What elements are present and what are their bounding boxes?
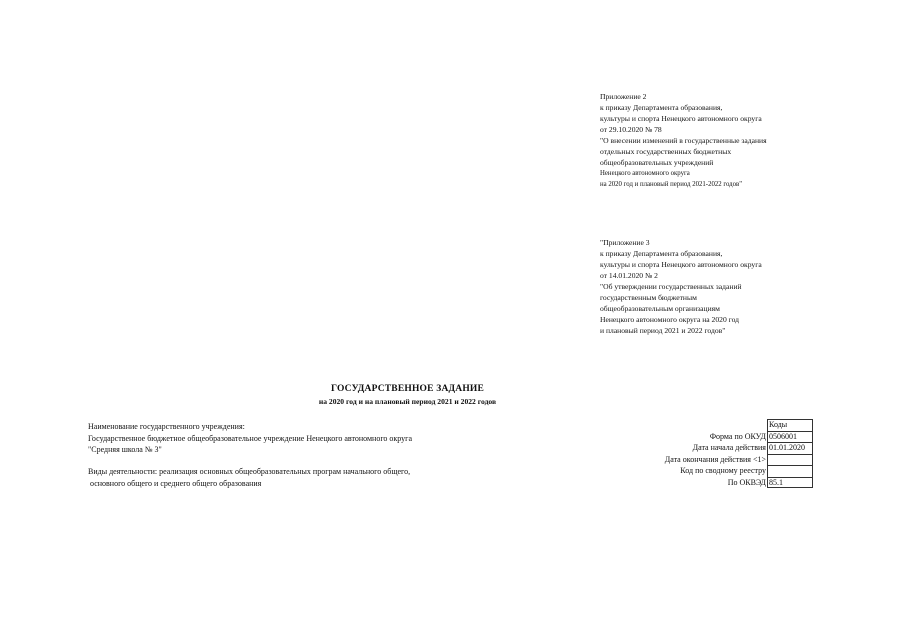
annex-2-line: общеобразовательных учреждений	[600, 158, 714, 167]
annex-2-line: Ненецкого автономного округа	[600, 170, 690, 177]
annex-2-block	[600, 91, 767, 190]
annex-3-line: культуры и спорта Ненецкого автономного округа	[600, 260, 762, 269]
annex-3-block	[600, 237, 762, 336]
activity-block	[88, 466, 410, 489]
annex-3-line: "Приложение 3	[600, 238, 650, 247]
annex-2-line: на 2020 год и плановый период 2021-2022 годов"	[600, 181, 743, 188]
code-value: 01.01.2020	[767, 442, 813, 454]
institution-name-line-1: Государственное бюджетное общеобразовательное учреждение Ненецкого автономного округа	[88, 433, 413, 443]
document-title: ГОСУДАРСТВЕННОЕ ЗАДАНИЕ	[330, 384, 485, 394]
code-value: 85.1	[767, 477, 813, 489]
activity-line-2: основного общего и среднего общего образования	[90, 478, 262, 488]
annex-3-line: Ненецкого автономного округа на 2020 год	[600, 315, 740, 324]
code-value	[767, 465, 813, 477]
code-label: По ОКВЭД	[727, 477, 766, 487]
code-label: Код по сводному реестру	[680, 466, 766, 475]
code-value: 0506001	[767, 431, 813, 443]
codes-header: Коды	[767, 419, 813, 431]
annex-3-line: к приказу Департамента образования,	[600, 249, 723, 258]
code-label: Дата начала действия	[692, 443, 766, 452]
codes-header-row	[650, 419, 813, 431]
annex-3-line: государственным бюджетным	[600, 293, 697, 302]
code-label: Дата окончания действия <1>	[664, 454, 766, 464]
codes-row	[650, 442, 813, 454]
institution-block	[88, 421, 412, 456]
annex-2-line: Приложение 2	[600, 92, 647, 101]
institution-name-line-2: "Средняя школа № 3"	[88, 445, 162, 454]
document-subtitle: на 2020 год и на плановый период 2021 и 2022 годов	[318, 397, 497, 406]
codes-row	[650, 454, 813, 466]
annex-2-line: "О внесении изменений в государственные задания	[600, 136, 767, 145]
codes-table	[650, 419, 813, 488]
annex-2-line: отдельных государственных бюджетных	[600, 147, 732, 156]
codes-row	[650, 431, 813, 443]
code-value	[767, 454, 813, 466]
codes-row	[650, 477, 813, 489]
institution-label: Наименование государственного учреждения:	[88, 422, 245, 431]
annex-2-line: к приказу Департамента образования,	[600, 103, 723, 112]
codes-row	[650, 465, 813, 477]
annex-2-line: культуры и спорта Ненецкого автономного округа	[600, 114, 762, 123]
annex-3-line: "Об утверждении государственных заданий	[600, 282, 742, 291]
codes-header-spacer	[650, 419, 767, 431]
annex-3-line: и плановый период 2021 и 2022 годов"	[600, 326, 726, 335]
activity-line-1: Виды деятельности: реализация основных общеобразовательных програм начального общего,	[88, 467, 411, 476]
annex-3-line: от 14.01.2020 № 2	[600, 271, 658, 280]
code-label: Форма по ОКУД	[709, 431, 766, 441]
annex-2-line: от 29.10.2020 № 78	[600, 125, 662, 134]
annex-3-line: общеобразовательным организациям	[600, 304, 720, 313]
